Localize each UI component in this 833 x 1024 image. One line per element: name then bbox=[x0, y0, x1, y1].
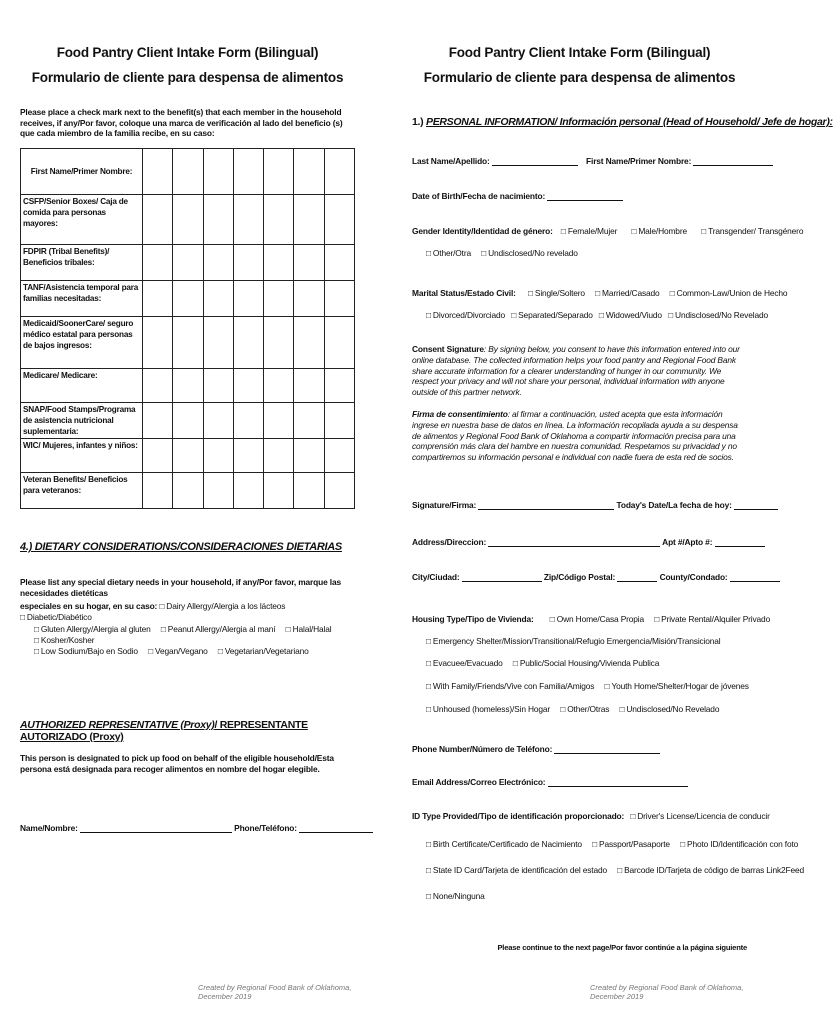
member-name-cell[interactable] bbox=[264, 149, 294, 195]
dob-label: Date of Birth/Fecha de nacimiento: bbox=[412, 191, 546, 201]
id-row-2 bbox=[426, 839, 806, 850]
signature-field[interactable] bbox=[478, 500, 614, 510]
consent-en bbox=[412, 344, 742, 398]
check-cell[interactable] bbox=[264, 245, 294, 281]
proxy-phone-label: Phone/Teléfono: bbox=[234, 823, 297, 833]
check-cell[interactable] bbox=[173, 473, 203, 509]
gender-row-1 bbox=[412, 226, 811, 237]
signature-row bbox=[412, 500, 778, 511]
with-family-checkbox[interactable]: □ With Family/Friends/Vive con Familia/Amigos bbox=[426, 681, 594, 691]
birth-certificate-checkbox[interactable]: □ Birth Certificate/Certificado de Nacimiento bbox=[426, 839, 582, 849]
single-checkbox[interactable]: □ Single/Soltero bbox=[528, 288, 585, 298]
gluten-allergy-checkbox[interactable]: □ Gluten Allergy/Alergia al gluten bbox=[34, 624, 151, 634]
city-row bbox=[412, 572, 780, 583]
check-cell[interactable] bbox=[233, 439, 263, 473]
member-name-cell[interactable] bbox=[203, 149, 233, 195]
check-cell[interactable] bbox=[324, 439, 354, 473]
check-cell[interactable] bbox=[173, 245, 203, 281]
consent-es bbox=[412, 409, 742, 463]
check-cell[interactable] bbox=[324, 369, 354, 403]
dairy-allergy-checkbox[interactable]: □ Dairy Allergy/Alergia a los lácteos bbox=[159, 601, 285, 611]
zip-label: Zip/Código Postal: bbox=[543, 572, 616, 582]
check-cell[interactable] bbox=[173, 369, 203, 403]
table-row bbox=[21, 403, 355, 439]
name-row bbox=[412, 156, 773, 167]
benefit-label: SNAP/Food Stamps/Programa de asistencia nutricional suplementaria: bbox=[21, 403, 143, 439]
male-checkbox[interactable]: □ Male/Hombre bbox=[631, 226, 687, 236]
check-cell[interactable] bbox=[173, 403, 203, 439]
photo-id-checkbox[interactable]: □ Photo ID/Identificación con foto bbox=[680, 839, 798, 849]
check-cell[interactable] bbox=[264, 369, 294, 403]
signature-label: Signature/Firma: bbox=[412, 500, 477, 510]
own-home-checkbox[interactable]: □ Own Home/Casa Propia bbox=[550, 614, 644, 624]
check-cell[interactable] bbox=[203, 473, 233, 509]
member-name-cell[interactable] bbox=[173, 149, 203, 195]
marital-row-1 bbox=[412, 288, 795, 299]
title-spanish-left: Formulario de cliente para despensa de alimentos bbox=[31, 70, 344, 85]
check-cell[interactable] bbox=[233, 403, 263, 439]
check-cell[interactable] bbox=[203, 245, 233, 281]
check-cell[interactable] bbox=[203, 403, 233, 439]
benefit-label: Veteran Benefits/ Beneficios para veteranos: bbox=[21, 473, 143, 509]
proxy-name-field[interactable] bbox=[80, 823, 232, 833]
check-cell[interactable] bbox=[324, 317, 354, 369]
check-cell[interactable] bbox=[324, 245, 354, 281]
id-label: ID Type Provided/Tipo de identificación proporcionado: bbox=[412, 811, 625, 821]
check-cell[interactable] bbox=[173, 195, 203, 245]
email-label: Email Address/Correo Electrónico: bbox=[412, 777, 546, 787]
footer-right: Created by Regional Food Bank of Oklahoma, December 2019 bbox=[590, 983, 744, 1001]
evacuee-checkbox[interactable]: □ Evacuee/Evacuado bbox=[426, 658, 503, 668]
benefits-instruction: Please place a check mark next to the benefit(s) that each member in the household receives, if any/Por favor, coloque una marca de verificación al lado del beneficio (s) que cada miembro de la familia recibe, en su caso: bbox=[20, 107, 343, 138]
firma-text: : al firmar a continuación, usted acepta que esta información ingrese en nuestra base de datos en línea. La información recopilada ayuda a su despensa de alimentos y Regional Food Bank of Oklahoma a compartir información precisa para una comprensión más clara del hambre en nuestra comunidad. Respetamos su privacidad y no compartiremos su información personal e individual con nadie fuera de esta red de socios. bbox=[412, 409, 738, 462]
check-cell[interactable] bbox=[233, 369, 263, 403]
county-label: County/Condado: bbox=[659, 572, 728, 582]
proxy-text: This person is designated to pick up food on behalf of the eligible household/Esta persona está designada para recoger alimentos en nombre del hogar elegible. bbox=[20, 753, 334, 774]
city-field[interactable] bbox=[462, 572, 542, 582]
consent-text: : By signing below, you consent to have this information entered into our online database. The collected information helps your food pantry and Regional Food Bank share accurate information for a clearer understanding of hunger in our community. We respect your privacy and will not share your personal, individual information with anyone outside of this partner network. bbox=[412, 344, 740, 397]
dietary-text-2: especiales en su hogar, en su caso: bbox=[20, 601, 158, 611]
gender-label: Gender Identity/Identidad de género: bbox=[412, 226, 553, 236]
phone-label: Phone Number/Número de Teléfono: bbox=[412, 744, 553, 754]
left-column bbox=[20, 0, 355, 1024]
married-checkbox[interactable]: □ Married/Casado bbox=[595, 288, 659, 298]
title-english-right: Food Pantry Client Intake Form (Bilingual) bbox=[448, 45, 711, 60]
member-name-cell[interactable] bbox=[294, 149, 324, 195]
check-cell[interactable] bbox=[233, 245, 263, 281]
table-row bbox=[21, 195, 355, 245]
housing-row-5 bbox=[426, 704, 727, 715]
phone-row bbox=[412, 744, 660, 755]
marital-label: Marital Status/Estado Civil: bbox=[412, 288, 516, 298]
drivers-license-checkbox[interactable]: □ Driver's License/Licencia de conducir bbox=[630, 811, 769, 821]
emergency-shelter-checkbox[interactable]: □ Emergency Shelter/Mission/Transitional/Refugio Emergencia/Misión/Transicional bbox=[426, 636, 721, 646]
check-cell[interactable] bbox=[143, 403, 173, 439]
check-cell[interactable] bbox=[324, 195, 354, 245]
divorced-checkbox[interactable]: □ Divorced/Divorciado bbox=[426, 310, 505, 320]
benefits-check-table bbox=[20, 194, 355, 509]
check-cell[interactable] bbox=[203, 281, 233, 317]
benefit-label: Medicaid/SoonerCare/ seguro médico estatal para personas de bajos ingresos: bbox=[21, 317, 143, 369]
check-cell[interactable] bbox=[143, 439, 173, 473]
dietary-text-1: Please list any special dietary needs in your household, if any/Por favor, marque las necesidades dietéticas bbox=[20, 577, 341, 598]
low-sodium-checkbox[interactable]: □ Low Sodium/Bajo en Sodio bbox=[34, 646, 138, 656]
check-cell[interactable] bbox=[143, 317, 173, 369]
other-gender-checkbox[interactable]: □ Other/Otra bbox=[426, 248, 471, 258]
check-cell[interactable] bbox=[264, 473, 294, 509]
check-cell[interactable] bbox=[233, 195, 263, 245]
proxy-heading-es: / REPRESENTANTE AUTORIZADO (Proxy) bbox=[20, 719, 308, 743]
check-cell[interactable] bbox=[143, 245, 173, 281]
check-cell[interactable] bbox=[264, 403, 294, 439]
check-cell[interactable] bbox=[264, 281, 294, 317]
check-cell[interactable] bbox=[143, 281, 173, 317]
continue-note: Please continue to the next page/Por favor continúe a la página siguiente bbox=[497, 943, 747, 952]
check-cell[interactable] bbox=[143, 473, 173, 509]
id-row-1 bbox=[412, 811, 778, 822]
apt-label: Apt #/Apto #: bbox=[662, 537, 713, 547]
email-field[interactable] bbox=[548, 777, 688, 787]
check-cell[interactable] bbox=[324, 281, 354, 317]
check-cell[interactable] bbox=[294, 245, 324, 281]
zip-field[interactable] bbox=[617, 572, 657, 582]
section1-title: PERSONAL INFORMATION/ Información personal (Head of Household/ Jefe de hogar): bbox=[425, 116, 833, 128]
dob-row bbox=[412, 191, 623, 202]
section1-number: 1.) bbox=[412, 116, 426, 128]
address-field[interactable] bbox=[488, 537, 660, 547]
peanut-allergy-checkbox[interactable]: □ Peanut Allergy/Alergia al maní bbox=[161, 624, 276, 634]
city-label: City/Ciudad: bbox=[412, 572, 460, 582]
email-row bbox=[412, 777, 688, 788]
proxy-fields bbox=[20, 823, 355, 834]
unhoused-checkbox[interactable]: □ Unhoused (homeless)/Sin Hogar bbox=[426, 704, 550, 714]
benefit-label: Medicare/ Medicare: bbox=[21, 369, 143, 403]
check-cell[interactable] bbox=[264, 195, 294, 245]
check-cell[interactable] bbox=[264, 439, 294, 473]
address-label: Address/Direccion: bbox=[412, 537, 487, 547]
benefits-table bbox=[20, 148, 355, 195]
diabetic-checkbox[interactable]: □ Diabetic/Diabético bbox=[20, 612, 92, 622]
member-name-cell[interactable] bbox=[143, 149, 173, 195]
check-cell[interactable] bbox=[203, 369, 233, 403]
housing-row-2 bbox=[426, 636, 729, 647]
none-id-checkbox[interactable]: □ None/Ninguna bbox=[426, 891, 485, 901]
check-cell[interactable] bbox=[143, 369, 173, 403]
member-name-cell[interactable] bbox=[233, 149, 263, 195]
id-row-3 bbox=[426, 865, 812, 876]
phone-field[interactable] bbox=[554, 744, 660, 754]
last-name-label: Last Name/Apellido: bbox=[412, 156, 490, 166]
transgender-checkbox[interactable]: □ Transgender/ Transgénero bbox=[701, 226, 803, 236]
id-row-4 bbox=[426, 891, 493, 902]
passport-checkbox[interactable]: □ Passport/Pasaporte bbox=[592, 839, 670, 849]
benefit-label: FDPIR (Tribal Benefits)/ Beneficios tribales: bbox=[21, 245, 143, 281]
check-cell[interactable] bbox=[294, 317, 324, 369]
today-date-label: Today's Date/La fecha de hoy: bbox=[616, 500, 732, 510]
check-cell[interactable] bbox=[294, 473, 324, 509]
youth-home-checkbox[interactable]: □ Youth Home/Shelter/Hogar de jóvenes bbox=[605, 681, 749, 691]
benefit-label: TANF/Asistencia temporal para familias necesitadas: bbox=[21, 281, 143, 317]
proxy-phone-field[interactable] bbox=[299, 823, 373, 833]
dietary-row-2 bbox=[34, 624, 355, 645]
table-row bbox=[21, 473, 355, 509]
vegetarian-checkbox[interactable]: □ Vegetarian/Vegetariano bbox=[218, 646, 309, 656]
vegan-checkbox[interactable]: □ Vegan/Vegano bbox=[148, 646, 208, 656]
check-cell[interactable] bbox=[173, 317, 203, 369]
housing-label: Housing Type/Tipo de Vivienda: bbox=[412, 614, 534, 624]
firma-label: Firma de consentimiento bbox=[412, 409, 508, 419]
common-law-checkbox[interactable]: □ Common-Law/Union de Hecho bbox=[670, 288, 788, 298]
check-cell[interactable] bbox=[294, 403, 324, 439]
benefit-label: CSFP/Senior Boxes/ Caja de comida para personas mayores: bbox=[21, 195, 143, 245]
check-cell[interactable] bbox=[233, 317, 263, 369]
private-rental-checkbox[interactable]: □ Private Rental/Alquiler Privado bbox=[654, 614, 770, 624]
benefit-label: WIC/ Mujeres, infantes y niños: bbox=[21, 439, 143, 473]
kosher-checkbox[interactable]: □ Kosher/Kosher bbox=[34, 635, 94, 645]
halal-checkbox[interactable]: □ Halal/Halal bbox=[286, 624, 332, 634]
other-housing-checkbox[interactable]: □ Other/Otras bbox=[560, 704, 609, 714]
county-field[interactable] bbox=[730, 572, 780, 582]
member-name-cell[interactable] bbox=[324, 149, 354, 195]
barcode-id-checkbox[interactable]: □ Barcode ID/Tarjeta de código de barras Link2Feed bbox=[617, 865, 804, 875]
check-cell[interactable] bbox=[294, 195, 324, 245]
undisclosed-housing-checkbox[interactable]: □ Undisclosed/No Revelado bbox=[619, 704, 719, 714]
housing-row-4 bbox=[426, 681, 757, 692]
first-name-label: First Name/Primer Nombre: bbox=[586, 156, 692, 166]
female-checkbox[interactable]: □ Female/Mujer bbox=[561, 226, 617, 236]
widowed-checkbox[interactable]: □ Widowed/Viudo bbox=[599, 310, 662, 320]
last-name-field[interactable] bbox=[492, 156, 578, 166]
proxy-name-label: Name/Nombre: bbox=[20, 823, 78, 833]
gender-row-2 bbox=[426, 248, 586, 259]
state-id-checkbox[interactable]: □ State ID Card/Tarjeta de identificación del estado bbox=[426, 865, 607, 875]
check-cell[interactable] bbox=[264, 317, 294, 369]
check-cell[interactable] bbox=[143, 195, 173, 245]
section1-heading bbox=[412, 116, 833, 128]
check-cell[interactable] bbox=[173, 281, 203, 317]
footer-left: Created by Regional Food Bank of Oklahoma, December 2019 bbox=[198, 983, 352, 1001]
check-cell[interactable] bbox=[173, 439, 203, 473]
dietary-row-1 bbox=[20, 601, 355, 622]
address-row bbox=[412, 537, 765, 548]
check-cell[interactable] bbox=[203, 195, 233, 245]
dob-field[interactable] bbox=[547, 191, 623, 201]
first-name-field[interactable] bbox=[693, 156, 773, 166]
table-row bbox=[21, 369, 355, 403]
consent-label: Consent Signature bbox=[412, 344, 484, 354]
right-column bbox=[412, 0, 833, 1024]
public-housing-checkbox[interactable]: □ Public/Social Housing/Vivienda Publica bbox=[513, 658, 659, 668]
check-cell[interactable] bbox=[294, 369, 324, 403]
check-cell[interactable] bbox=[233, 281, 263, 317]
check-cell[interactable] bbox=[294, 281, 324, 317]
apt-field[interactable] bbox=[715, 537, 765, 547]
dietary-row-3 bbox=[34, 646, 317, 657]
undisclosed-marital-checkbox[interactable]: □ Undisclosed/No Revelado bbox=[668, 310, 768, 320]
proxy-heading bbox=[20, 719, 355, 743]
table-row bbox=[21, 245, 355, 281]
separated-checkbox[interactable]: □ Separated/Separado bbox=[511, 310, 593, 320]
housing-row-1 bbox=[412, 614, 778, 625]
title-spanish-right: Formulario de cliente para despensa de alimentos bbox=[423, 70, 736, 85]
check-cell[interactable] bbox=[294, 439, 324, 473]
table-row bbox=[21, 439, 355, 473]
table-row bbox=[21, 317, 355, 369]
housing-row-3 bbox=[426, 658, 667, 669]
check-cell[interactable] bbox=[324, 473, 354, 509]
table-row bbox=[21, 281, 355, 317]
check-cell[interactable] bbox=[203, 439, 233, 473]
check-cell[interactable] bbox=[203, 317, 233, 369]
check-cell[interactable] bbox=[324, 403, 354, 439]
undisclosed-gender-checkbox[interactable]: □ Undisclosed/No revelado bbox=[481, 248, 578, 258]
today-date-field[interactable] bbox=[734, 500, 778, 510]
proxy-heading-en: AUTHORIZED REPRESENTATIVE (Proxy) bbox=[20, 719, 215, 731]
marital-row-2 bbox=[426, 310, 768, 321]
title-english-left: Food Pantry Client Intake Form (Bilingual) bbox=[56, 45, 319, 60]
dietary-heading: 4.) DIETARY CONSIDERATIONS/CONSIDERACIONES DIETARIAS bbox=[20, 541, 342, 553]
first-name-header: First Name/Primer Nombre: bbox=[21, 149, 143, 195]
check-cell[interactable] bbox=[233, 473, 263, 509]
